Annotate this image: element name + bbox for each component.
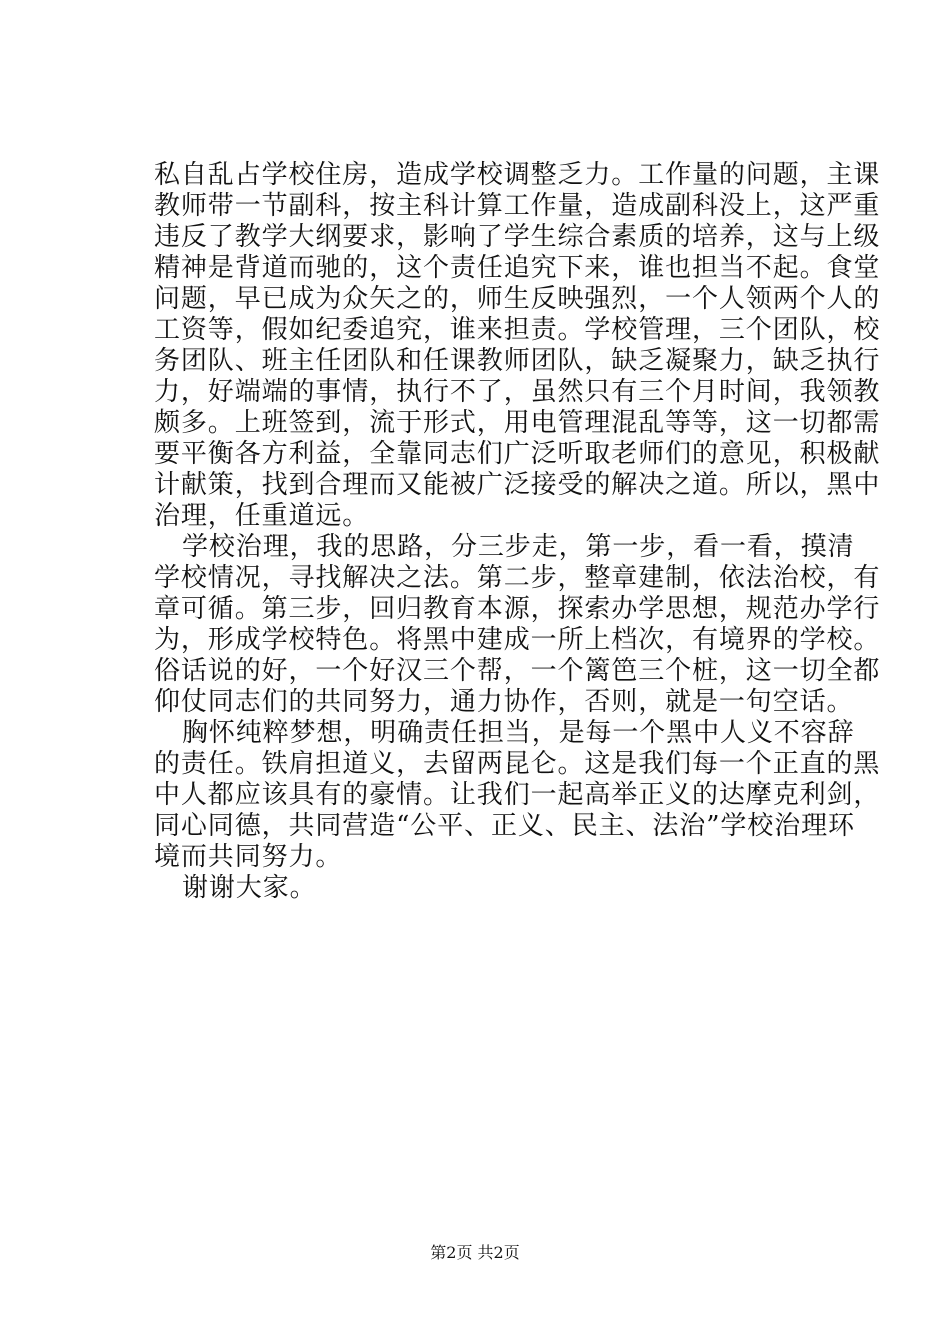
document-body	[154, 160, 881, 904]
text-line: 务团队、班主任团队和任课教师团队，缺乏凝聚力，缺乏执行	[154, 346, 881, 376]
text-line: 计献策，找到合理而又能被广泛接受的解决之道。所以，黑中	[154, 470, 881, 500]
text-line: 境而共同努力。	[154, 842, 343, 872]
text-line: 俗话说的好，一个好汉三个帮，一个篱笆三个桩，这一切全都	[154, 656, 881, 686]
text-line: 工资等，假如纪委追究，谁来担责。学校管理，三个团队，校	[154, 315, 881, 345]
text-line: 颇多。上班签到，流于形式，用电管理混乱等等，这一切都需	[154, 408, 881, 438]
text-line: 仰仗同志们的共同努力，通力协作，否则，就是一句空话。	[154, 687, 854, 717]
text-line: 私自乱占学校住房，造成学校调整乏力。工作量的问题，主课	[154, 160, 881, 190]
text-line: 问题，早已成为众矢之的，师生反映强烈，一个人领两个人的	[154, 284, 881, 314]
text-line: 章可循。第三步，回归教育本源，探索办学思想，规范办学行	[154, 594, 881, 624]
paragraph-start-line: 学校治理，我的思路，分三步走，第一步，看一看，摸清	[182, 532, 855, 562]
text-line: 力，好端端的事情，执行不了，虽然只有三个月时间，我领教	[154, 377, 881, 407]
text-line: 中人都应该具有的豪情。让我们一起高举正义的达摩克利剑，	[154, 780, 881, 810]
text-line: 精神是背道而驰的，这个责任追究下来，谁也担当不起。食堂	[154, 253, 881, 283]
text-line: 的责任。铁肩担道义，去留两昆仑。这是我们每一个正直的黑	[154, 749, 881, 779]
text-line: 治理，任重道远。	[154, 501, 370, 531]
closing-line: 谢谢大家。	[182, 873, 317, 903]
text-line: 学校情况，寻找解决之法。第二步，整章建制，依法治校，有	[154, 563, 881, 593]
text-line: 同心同德，共同营造“公平、正义、民主、法治”学校治理环	[154, 811, 855, 841]
paragraph-start-line: 胸怀纯粹梦想，明确责任担当，是每一个黑中人义不容辞	[182, 718, 855, 748]
page-number-footer: 第2页 共2页	[430, 1243, 520, 1262]
text-line: 为，形成学校特色。将黑中建成一所上档次，有境界的学校。	[154, 625, 881, 655]
text-line: 要平衡各方利益，全靠同志们广泛听取老师们的意见，积极献	[154, 439, 881, 469]
text-line: 违反了教学大纲要求，影响了学生综合素质的培养，这与上级	[154, 222, 881, 252]
text-line: 教师带一节副科，按主科计算工作量，造成副科没上，这严重	[154, 191, 881, 221]
